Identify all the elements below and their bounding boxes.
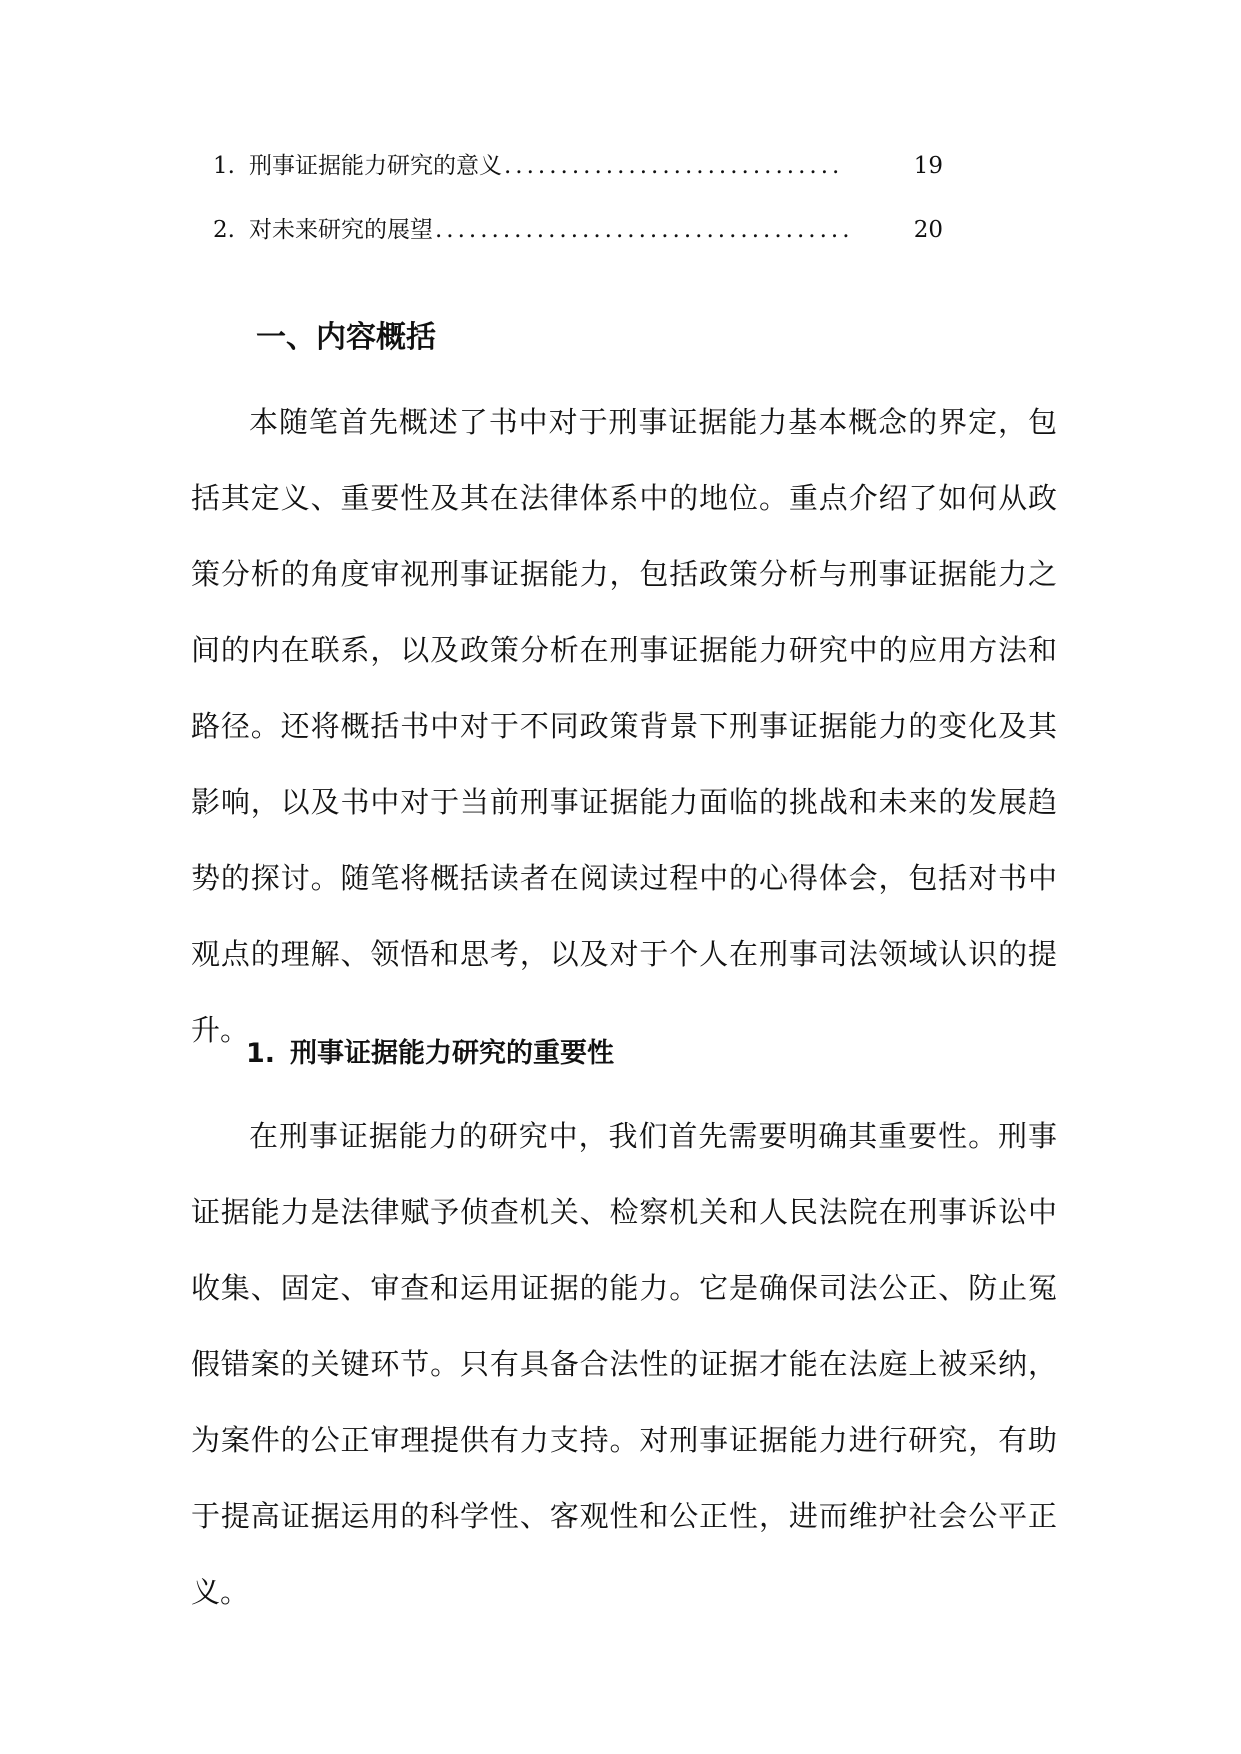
toc-leader-dots: .............................. xyxy=(504,153,844,179)
toc-entry-title: 刑事证据能力研究的意义 xyxy=(249,153,502,179)
toc-entry-page: 19 xyxy=(913,153,943,179)
section-body-paragraph: 本随笔首先概述了书中对于刑事证据能力基本概念的界定，包括其定义、重要性及其在法律体系中的地位。重点介绍了如何从政策分析的角度审视刑事证据能力，包括政策分析与刑事证据能力之间的内在联系，以及政策分析在刑事证据能力研究中的应用方法和路径。还将概括书中对于不同政策背景下刑事证据能力的变化及其影响，以及书中对于当前刑事证据能力面临的挑战和未来的发展趋势的探讨。随笔将概括读者在阅读过程中的心得体会，包括对书中观点的理解、领悟和思考，以及对于个人在刑事司法领域认识的提升。 xyxy=(191,405,1057,1047)
toc-entry[interactable] xyxy=(213,214,943,278)
table-of-contents xyxy=(213,150,943,278)
subsection-number: 1. xyxy=(246,1038,276,1069)
subsection-heading-text: 刑事证据能力研究的重要性 xyxy=(290,1038,614,1069)
section-heading: 一、内容概括 xyxy=(256,320,436,355)
subsection-body-paragraph: 在刑事证据能力的研究中，我们首先需要明确其重要性。刑事证据能力是法律赋予侦查机关、检察机关和人民法院在刑事诉讼中收集、固定、审查和运用证据的能力。它是确保司法公正、防止冤假错案的关键环节。只有具备合法性的证据才能在法庭上被采纳，为案件的公正审理提供有力支持。对刑事证据能力进行研究，有助于提高证据运用的科学性、客观性和公正性，进而维护社会公平正义。 xyxy=(191,1119,1057,1609)
toc-entry-number: 2. xyxy=(213,217,235,243)
toc-leader-dots: ..................................... xyxy=(435,217,854,243)
toc-entry[interactable] xyxy=(213,150,943,214)
subsection-heading xyxy=(246,1034,614,1074)
toc-entry-page: 20 xyxy=(913,217,943,243)
toc-entry-title: 对未来研究的展望 xyxy=(249,217,433,243)
toc-entry-number: 1. xyxy=(213,153,235,179)
